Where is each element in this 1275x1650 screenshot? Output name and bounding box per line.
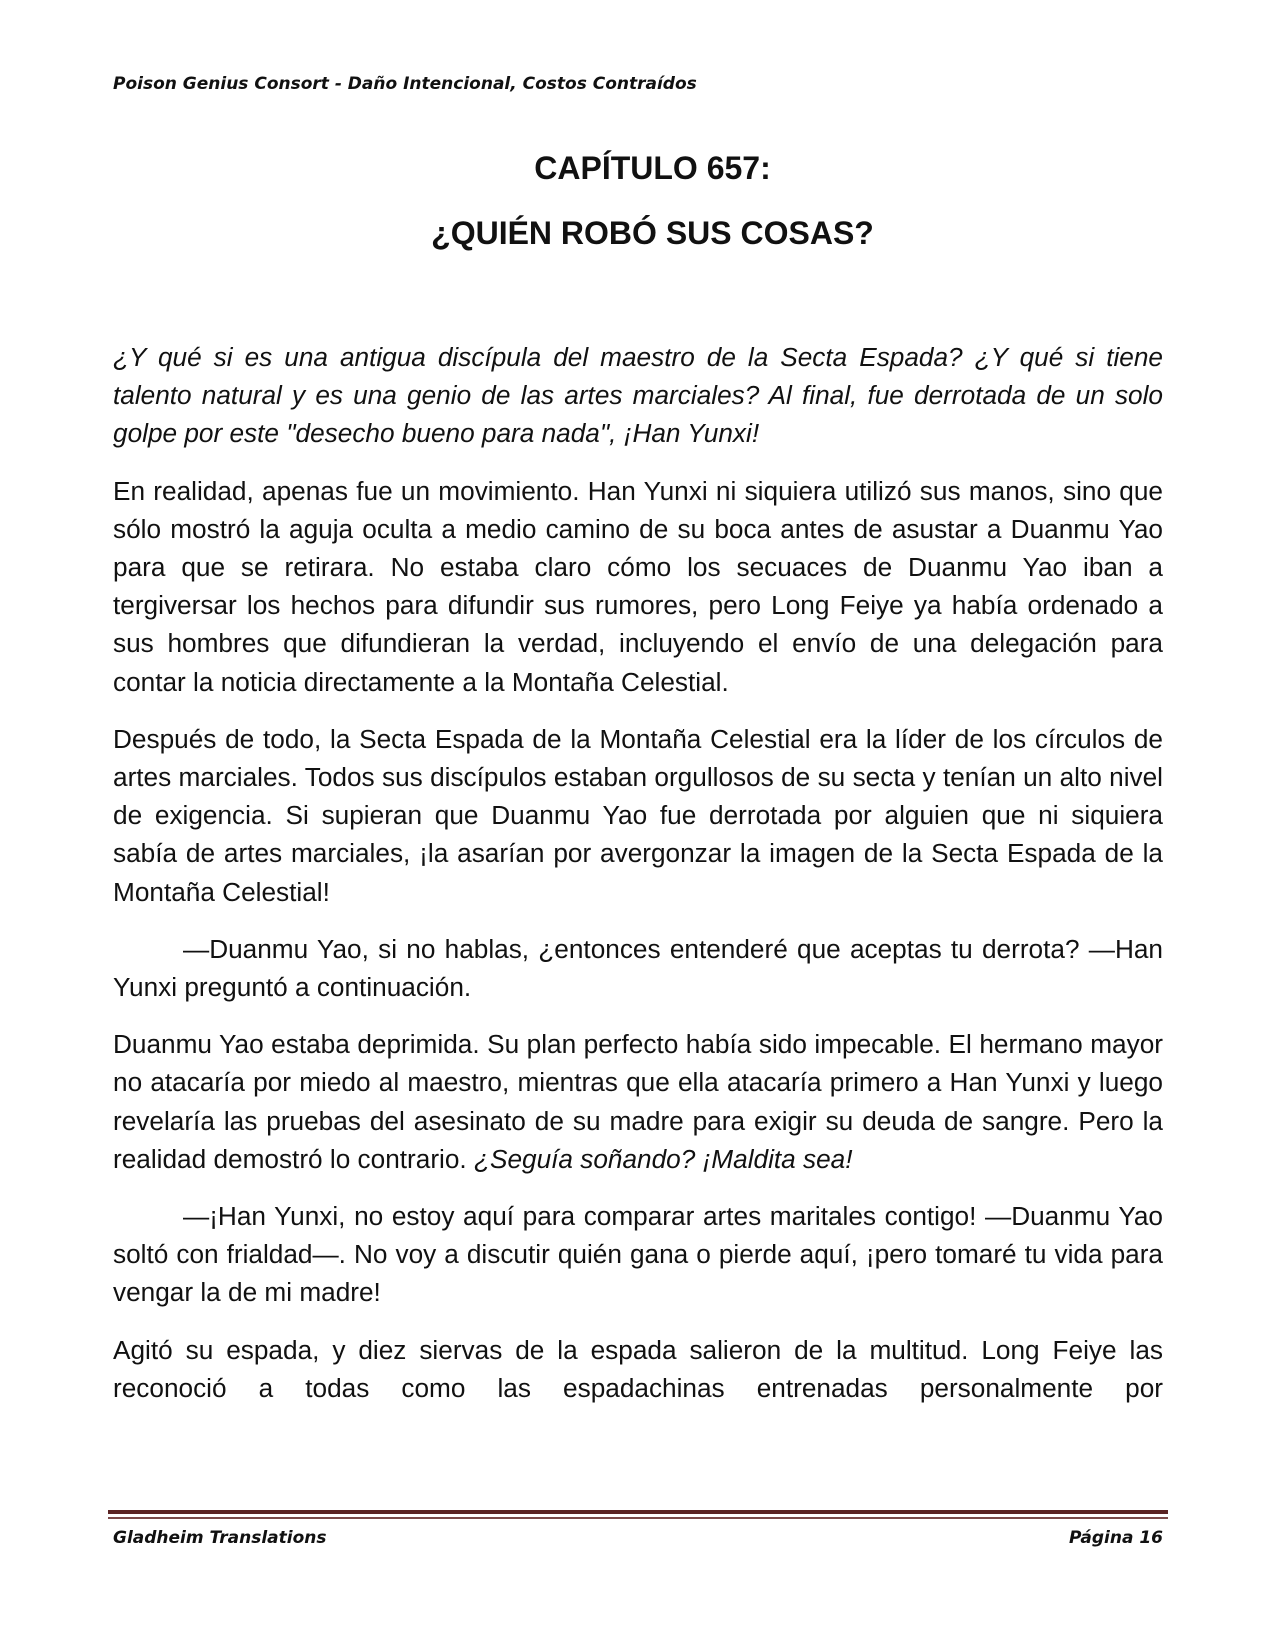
- paragraph-3: Después de todo, la Secta Espada de la Montaña Celestial era la líder de los círculos de artes marciales. Todos sus discípulos estaban orgullosos de su secta y tenían un alto nivel de exigencia. Si supieran que Duanmu Yao fue derrotada por alguien que ni siquiera sabía de artes marciales, ¡la asarían por avergonzar la imagen de la Secta Espada de la Montaña Celestial!: [113, 723, 1163, 907]
- paragraph-2: En realidad, apenas fue un movimiento. Han Yunxi ni siquiera utilizó sus manos, sino que sólo mostró la aguja oculta a medio camino de su boca antes de asustar a Duanmu Yao para que se retirara. No estaba claro cómo los secuaces de Duanmu Yao iban a tergiversar los hechos para difundir sus rumores, pero Long Feiye ya había ordenado a sus hombres que difundieran la verdad, incluyendo el envío de una delegación para contar la noticia directamente a la Montaña Celestial.: [113, 475, 1163, 697]
- running-header: Poison Genius Consort - Daño Intencional, Costos Contraídos: [113, 74, 697, 94]
- footer-rule-thick: [108, 1510, 1168, 1514]
- footer-rule-thin: [108, 1517, 1168, 1519]
- paragraph-4-dialogue: —Duanmu Yao, si no hablas, ¿entonces entenderé que aceptas tu derrota? —Han Yunxi preguntó a continuación.: [113, 933, 1163, 1003]
- paragraph-5-plain: Duanmu Yao estaba deprimida. Su plan perfecto había sido impecable. El hermano mayor no atacaría por miedo al maestro, mientras que ella atacaría primero a Han Yunxi y luego revelaría las pruebas del asesinato de su madre para exigir su deuda de sangre. Pero la realidad demostró lo contrario.: [113, 1029, 1163, 1174]
- paragraph-6-dialogue: —¡Han Yunxi, no estoy aquí para comparar artes maritales contigo! —Duanmu Yao soltó con frialdad—. No voy a discutir quién gana o pierde aquí, ¡pero tomaré tu vida para vengar la de mi madre!: [113, 1201, 1163, 1308]
- chapter-number: CAPÍTULO 657:: [534, 150, 771, 186]
- paragraph-1: ¿Y qué si es una antigua discípula del maestro de la Secta Espada? ¿Y qué si tiene talento natural y es una genio de las artes marciales? Al final, fue derrotada de un solo golpe por este "desecho bueno para nada", ¡Han Yunxi!: [113, 342, 1163, 449]
- paragraph-7: Agitó su espada, y diez siervas de la espada salieron de la multitud. Long Feiye las reconoció a todas como las espadachinas entrenadas personalmente por: [113, 1334, 1163, 1403]
- footer-publisher: Gladheim Translations: [113, 1528, 327, 1548]
- paragraph-5: [113, 1025, 1163, 1178]
- paragraph-5-italic: ¿Seguía soñando? ¡Maldita sea!: [474, 1143, 853, 1174]
- chapter-title: ¿QUIÉN ROBÓ SUS COSAS?: [431, 215, 874, 251]
- footer-page-number: Página 16: [1069, 1528, 1163, 1548]
- chapter-body: [113, 338, 1163, 1426]
